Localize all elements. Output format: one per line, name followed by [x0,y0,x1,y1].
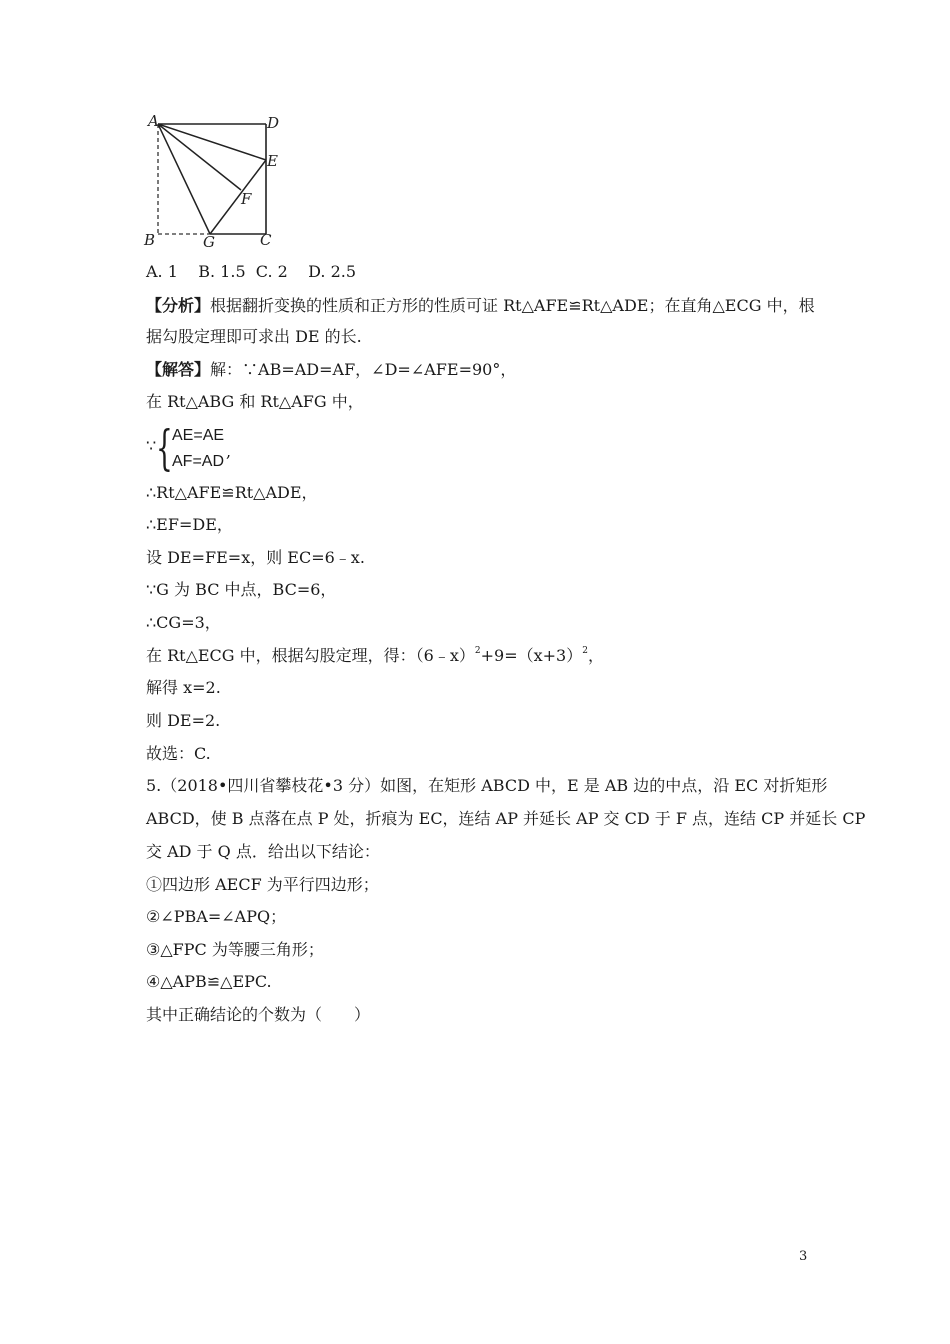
label-b: B [144,231,156,249]
left-brace: { [156,420,173,476]
conclusion-1: ①四边形 AECF 为平行四边形； [146,875,379,894]
label-g: G [203,233,215,251]
solution-line-7: ∴CG=3， [146,613,221,632]
label-f: F [241,190,252,208]
solution-line-11: 故选：C. [146,744,211,763]
page-number: 3 [799,1249,808,1264]
line8-part-c: ， [587,646,604,665]
segment-ag [158,124,210,234]
analysis-text-1: 根据翻折变换的性质和正方形的性质可证 Rt△AFE≌Rt△ADE；在直角△ECG 中，根 [210,296,815,315]
line8-part-b: +9=（x+3） [480,646,583,665]
solution-line-2: 在 Rt△ABG 和 Rt△AFG 中， [146,392,364,411]
therefore-symbol: ∵ [146,436,157,455]
label-a: A [148,112,159,130]
exponent-2: 2 [582,646,588,656]
equation-system [146,420,286,476]
solution-line-1 [146,360,516,380]
conclusion-2: ②∠PBA=∠APQ； [146,907,287,926]
analysis-line-1 [146,296,815,316]
solution-line-3: ∴Rt△AFE≌Rt△ADE， [146,483,318,502]
answer-options: A. 1 B. 1.5 C. 2 D. 2.5 [146,262,357,281]
square-fold-diagram [140,112,290,252]
line8-part-a: 在 Rt△ECG 中，根据勾股定理，得：（6﹣x） [146,646,475,665]
system-row-2: AF=AD [172,453,225,470]
solution-line-8 [146,646,604,666]
system-row-1: AE=AE [172,427,225,444]
solution-line-5: 设 DE=FE=x，则 EC=6﹣x. [146,548,365,567]
question5-ask: 其中正确结论的个数为（ ） [146,1005,371,1024]
solution-text-1: 解：∵AB=AD=AF，∠D=∠AFE=90°， [210,360,517,379]
analysis-tag: 【分析】 [146,296,211,315]
conclusion-3: ③△FPC 为等腰三角形； [146,940,324,959]
question5-line-1: 5.（2018•四川省攀枝花•3 分）如图，在矩形 ABCD 中，E 是 AB 边的中点，沿 EC 对折矩形 [146,776,828,795]
label-e: E [267,152,278,170]
label-c: C [260,231,272,249]
solution-line-10: 则 DE=2. [146,711,221,730]
segment-af [158,124,241,190]
solution-line-9: 解得 x=2. [146,678,221,697]
solution-line-4: ∴EF=DE， [146,515,233,534]
solution-line-6: ∵G 为 BC 中点，BC=6， [146,580,337,599]
system-comma: , [226,442,232,461]
analysis-line-2: 据勾股定理即可求出 DE 的长. [146,327,362,346]
segment-ae [158,124,266,160]
solution-tag: 【解答】 [146,360,211,379]
exponent-1: 2 [474,646,481,656]
conclusion-4: ④△APB≌△EPC. [146,972,272,991]
geometry-figure [140,112,290,252]
question5-line-2: ABCD，使 B 点落在点 P 处，折痕为 EC，连结 AP 并延长 AP 交 CD 于 F 点，连结 CP 并延长 CP [146,809,866,828]
question5-line-3: 交 AD 于 Q 点．给出以下结论： [146,842,380,861]
label-d: D [267,114,280,132]
